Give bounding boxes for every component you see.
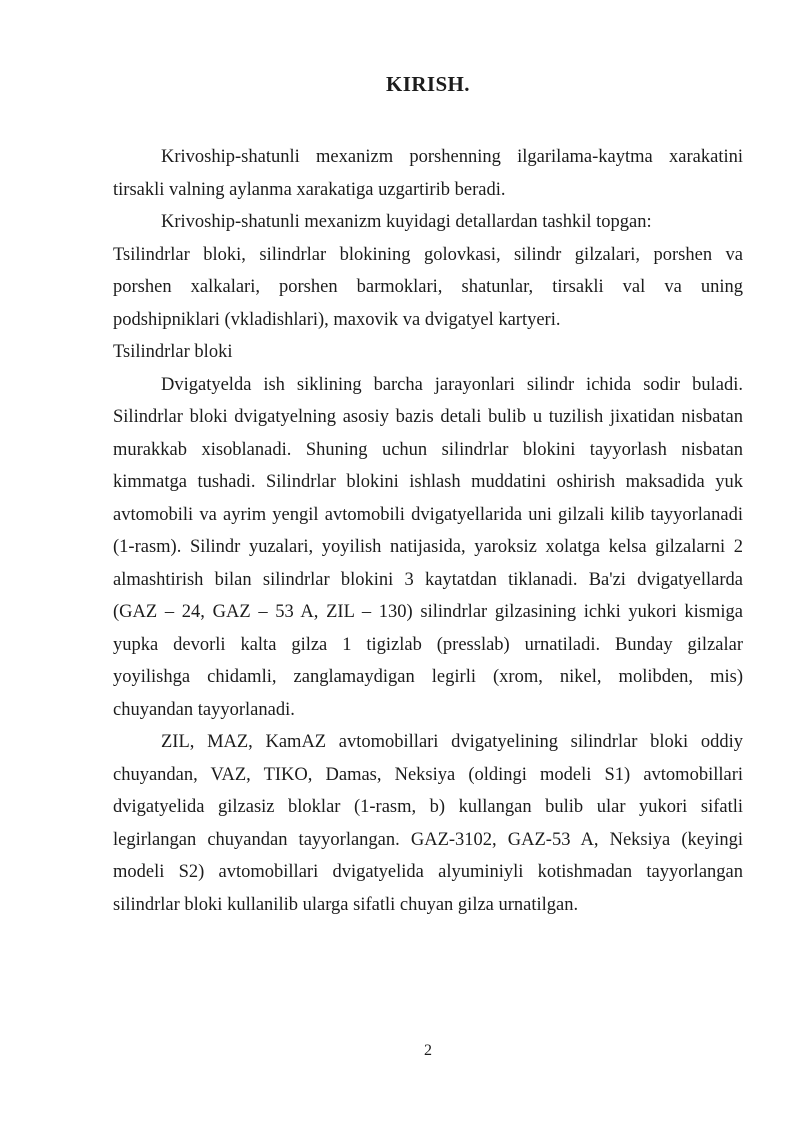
text-line: murakkab xisoblanadi. Shuning uchun silindrlar blokini tayyorlash nisbatan	[113, 439, 743, 460]
text-line: (1-rasm). Silindr yuzalari, yoyilish natijasida, yaroksiz xolatga kelsa gilzalarni 2	[113, 537, 743, 557]
text-line: (GAZ – 24, GAZ – 53 A, ZIL – 130) silindrlar gilzasining ichki yukori kismiga	[113, 602, 743, 622]
text-line: Tsilindrlar bloki	[113, 342, 233, 362]
text-line: podshipniklari (vkladishlari), maxovik va dvigatyel kartyeri.	[113, 309, 561, 330]
text-line: dvigatyelida gilzasiz bloklar (1-rasm, b) kullangan bulib ular yukori sifatli	[113, 797, 743, 817]
text-line: Dvigatyelda ish siklining barcha jarayonlari silindr ichida sodir buladi.	[161, 374, 743, 395]
text-line: yoyilishga chidamli, zanglamaydigan legirli (xrom, nikel, molibden, mis)	[113, 667, 743, 687]
text-line: yupka devorli kalta gilza 1 tigizlab (presslab) urnatiladi. Bunday gilzalar	[113, 634, 743, 655]
text-line: legirlangan chuyandan tayyorlangan. GAZ-3102, GAZ-53 A, Neksiya (keyingi	[113, 829, 743, 850]
text-line: chuyandan, VAZ, TIKO, Damas, Neksiya (oldingi modeli S1) avtomobillari	[113, 764, 743, 785]
document-body	[113, 141, 743, 921]
text-line: Krivoship-shatunli mexanizm porshenning ilgarilama-kaytma xarakatini	[161, 147, 743, 167]
text-line: avtomobili va ayrim yengil avtomobili dvigatyellarida uni gilzali kilib tayyorlanadi	[113, 504, 743, 525]
text-line: kimmatga tushadi. Silindrlar blokini ishlash muddatini oshirish maksadida yuk	[113, 472, 743, 492]
page-title: KIRISH.	[386, 72, 470, 96]
text-line: Krivoship-shatunli mexanizm kuyidagi detallardan tashkil topgan:	[161, 212, 652, 232]
text-line: porshen xalkalari, porshen barmoklari, shatunlar, tirsakli val va uning	[113, 277, 743, 297]
text-line: silindrlar bloki kullanilib ularga sifatli chuyan gilza urnatilgan.	[113, 894, 579, 915]
text-line: ZIL, MAZ, KamAZ avtomobillari dvigatyelining silindrlar bloki oddiy	[161, 732, 743, 752]
text-line: modeli S2) avtomobillari dvigatyelida alyuminiyli kotishmadan tayyorlangan	[113, 862, 743, 882]
text-line: tirsakli valning aylanma xarakatiga uzgartirib beradi.	[113, 179, 506, 200]
text-line: Silindrlar bloki dvigatyelning asosiy bazis detali bulib u tuzilish jixatidan nisbatan	[113, 407, 743, 427]
page-number: 2	[424, 1042, 432, 1059]
text-line: chuyandan tayyorlanadi.	[113, 699, 295, 720]
text-line: Tsilindrlar bloki, silindrlar blokining golovkasi, silindr gilzalari, porshen va	[113, 244, 743, 265]
text-line: almashtirish bilan silindrlar blokini 3 kaytatdan tiklanadi. Ba'zi dvigatyellarda	[113, 569, 743, 590]
